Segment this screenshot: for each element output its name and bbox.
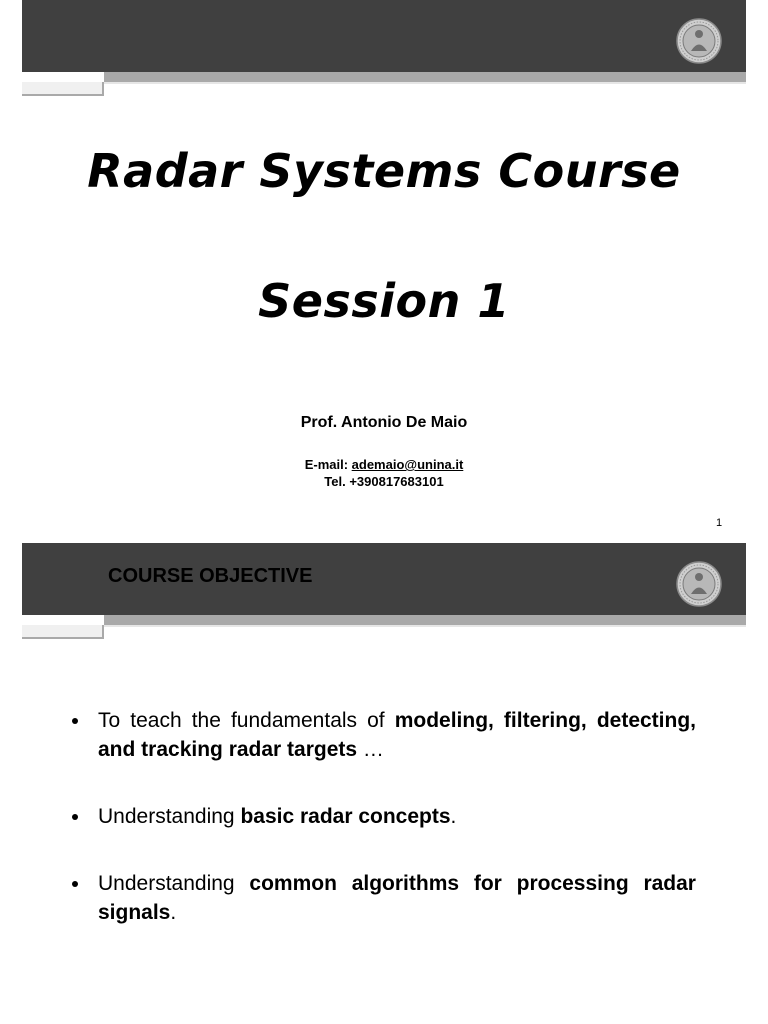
slide-2 (0, 543, 768, 1024)
bullet-icon (72, 814, 78, 820)
university-seal-icon (676, 561, 722, 607)
bullet-icon (72, 718, 78, 724)
header-stripe (104, 72, 746, 82)
objective-list (70, 706, 696, 965)
header-line (104, 625, 746, 627)
list-item: Understanding basic radar concepts. (70, 802, 696, 831)
header-bar (22, 0, 746, 72)
university-seal-icon (676, 18, 722, 64)
header-stripe (104, 615, 746, 625)
bullet-icon (72, 881, 78, 887)
email-label: E-mail: (304, 457, 352, 472)
email-line (0, 456, 768, 473)
list-item: Understanding common algorithms for processing radar signals. (70, 869, 696, 927)
list-item: To teach the fundamentals of modeling, filtering, detecting, and tracking radar targets … (70, 706, 696, 764)
page-number: 1 (716, 517, 723, 529)
session-title: Session 1 (258, 274, 510, 328)
header-tab (22, 82, 104, 96)
author-name: Prof. Antonio De Maio (300, 414, 468, 431)
course-title: Radar Systems Course (87, 144, 681, 198)
contact-info (0, 456, 768, 490)
header-tab (22, 625, 104, 639)
phone-line: Tel. +390817683101 (324, 474, 444, 489)
section-title: COURSE OBJECTIVE (108, 565, 313, 587)
email-link[interactable]: ademaio@unina.it (351, 457, 464, 472)
header-line (104, 82, 746, 84)
